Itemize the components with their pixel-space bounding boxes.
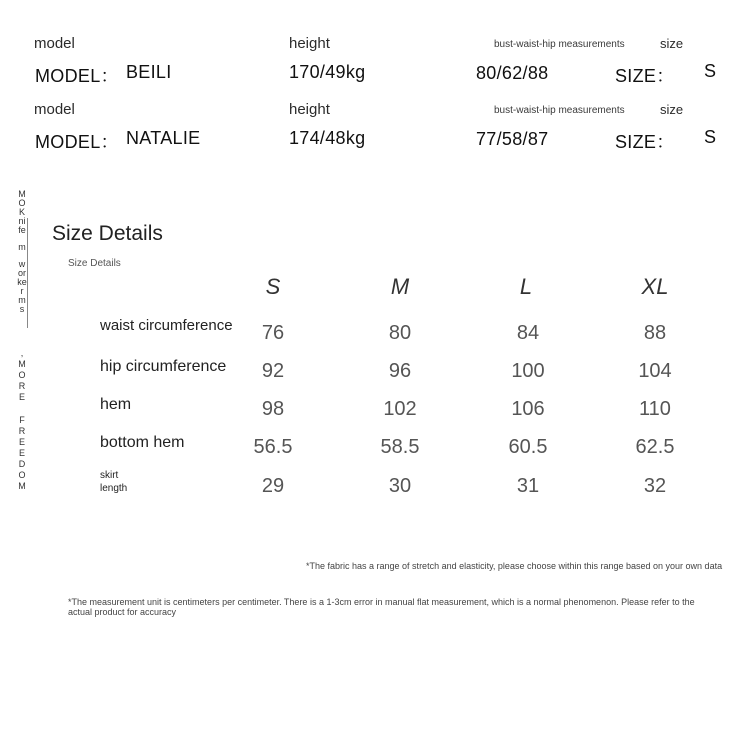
height-label: height	[289, 35, 330, 52]
table-cell: 104	[638, 360, 672, 382]
size-label: size	[660, 36, 684, 51]
row-label: skirt length	[100, 470, 128, 494]
table-cell: 102	[383, 398, 417, 420]
table-cell: 31	[516, 475, 540, 497]
row-label: hem	[100, 396, 132, 413]
column-header-s: S	[265, 274, 281, 299]
row-label: hip circumference	[100, 358, 227, 375]
table-cell: 96	[388, 360, 412, 382]
table-cell: 98	[261, 398, 285, 420]
table-cell: 29	[261, 475, 285, 497]
model-name: NATALIE	[126, 128, 201, 148]
size-value: S	[704, 127, 717, 147]
table-cell: 76	[261, 322, 285, 344]
size-prefix: SIZE：	[615, 66, 675, 86]
model-prefix: MODEL：	[35, 132, 119, 152]
size-details-title: Size Details	[52, 222, 163, 245]
table-cell: 30	[388, 475, 412, 497]
side-divider	[27, 218, 28, 328]
column-header-xl: XL	[641, 274, 669, 299]
size-prefix: SIZE：	[615, 132, 675, 152]
table-cell: 106	[511, 398, 545, 420]
table-cell: 32	[643, 475, 667, 497]
table-cell: 84	[516, 322, 540, 344]
table-cell: 92	[261, 360, 285, 382]
measurements-label: bust-waist-hip measurements	[494, 39, 625, 50]
height-label: height	[289, 101, 330, 118]
table-cell: 80	[388, 322, 412, 344]
model-name: BEILI	[126, 62, 172, 82]
table-cell: 110	[639, 398, 671, 420]
table-cell: 60.5	[508, 436, 548, 458]
table-cell: 100	[511, 360, 545, 382]
model-label: model	[34, 35, 75, 52]
measurements-label: bust-waist-hip measurements	[494, 105, 625, 116]
fabric-note: *The fabric has a range of stretch and elasticity, please choose within this range based on your own data	[306, 561, 723, 571]
row-label: waist circumference	[100, 317, 233, 334]
height-weight-value: 170/49kg	[289, 62, 366, 82]
bwh-value: 80/62/88	[476, 63, 549, 83]
side-brand-text-2: , M O R E F R E E D O M	[18, 348, 26, 491]
table-cell: 58.5	[380, 436, 420, 458]
column-header-m: M	[390, 274, 410, 299]
measurement-note: *The measurement unit is centimeters per centimeter. There is a 1-3cm error in manual flat measurement, which is a normal phenomenon. Please refer to the actual product for accuracy	[68, 597, 695, 617]
model-prefix: MODEL：	[35, 66, 119, 86]
size-details-subtitle: Size Details	[68, 258, 121, 269]
table-cell: 88	[643, 322, 667, 344]
row-label: bottom hem	[100, 434, 185, 451]
side-brand-text-1: M O K ni fe m w or ke r m s	[17, 189, 27, 314]
size-value: S	[704, 61, 717, 81]
bwh-value: 77/58/87	[476, 129, 549, 149]
table-cell: 62.5	[635, 436, 675, 458]
model-label: model	[34, 101, 75, 118]
height-weight-value: 174/48kg	[289, 128, 366, 148]
size-label: size	[660, 102, 684, 117]
table-cell: 56.5	[253, 436, 293, 458]
column-header-l: L	[519, 274, 533, 299]
